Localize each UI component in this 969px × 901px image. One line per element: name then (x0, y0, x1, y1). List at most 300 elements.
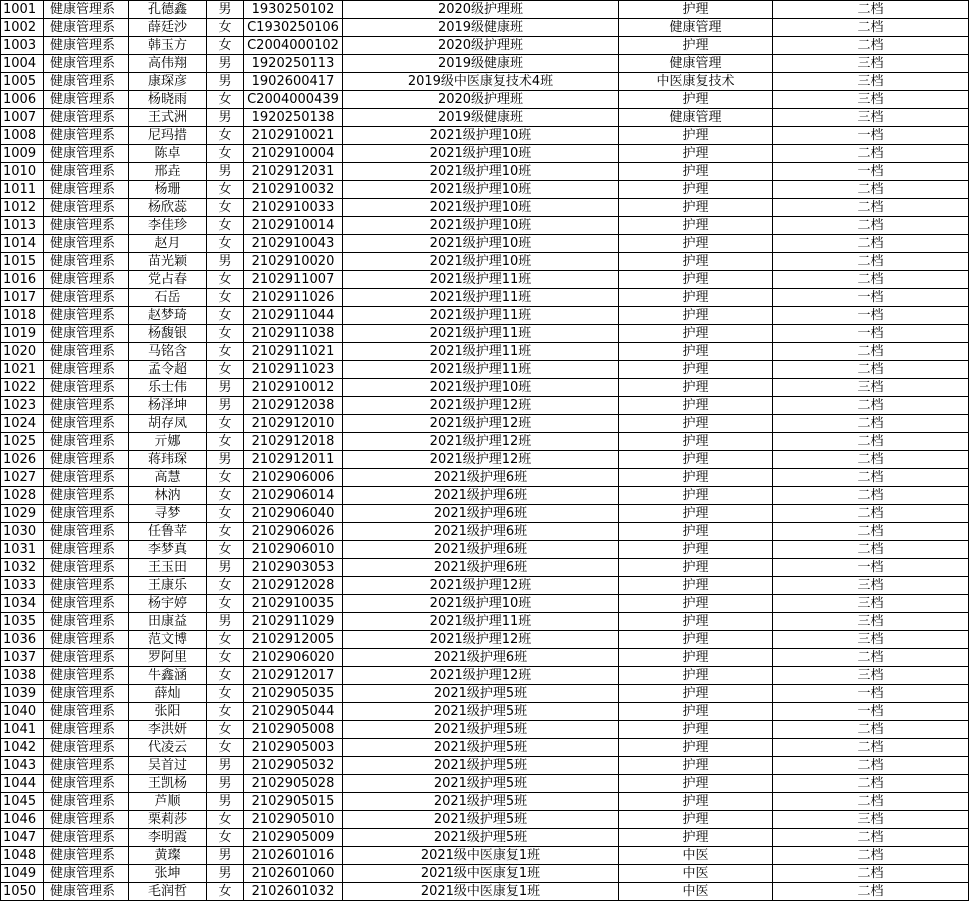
grade-level-cell: 三档 (773, 595, 969, 613)
row-number-cell: 1045 (1, 793, 44, 811)
major-cell: 护理 (619, 631, 773, 649)
grade-level-cell: 二档 (773, 829, 969, 847)
gender-cell: 男 (207, 109, 244, 127)
department-cell: 健康管理系 (44, 739, 129, 757)
table-row (1, 865, 969, 883)
major-cell: 护理 (619, 595, 773, 613)
major-cell: 中医 (619, 847, 773, 865)
class-cell: 2021级护理6班 (343, 469, 619, 487)
class-cell: 2021级护理12班 (343, 451, 619, 469)
grade-level-cell: 一档 (773, 685, 969, 703)
gender-cell: 女 (207, 343, 244, 361)
row-number-cell: 1002 (1, 19, 44, 37)
grade-level-cell: 二档 (773, 865, 969, 883)
table-row (1, 307, 969, 325)
row-number-cell: 1008 (1, 127, 44, 145)
student-id-cell: 2102912010 (244, 415, 343, 433)
department-cell: 健康管理系 (44, 703, 129, 721)
class-cell: 2021级护理10班 (343, 253, 619, 271)
gender-cell: 女 (207, 145, 244, 163)
name-cell: 范文博 (129, 631, 207, 649)
department-cell: 健康管理系 (44, 343, 129, 361)
row-number-cell: 1024 (1, 415, 44, 433)
gender-cell: 女 (207, 577, 244, 595)
gender-cell: 女 (207, 307, 244, 325)
row-number-cell: 1030 (1, 523, 44, 541)
major-cell: 护理 (619, 253, 773, 271)
name-cell: 赵月 (129, 235, 207, 253)
table-row (1, 217, 969, 235)
student-id-cell: C1930250106 (244, 19, 343, 37)
row-number-cell: 1004 (1, 55, 44, 73)
gender-cell: 女 (207, 703, 244, 721)
major-cell: 护理 (619, 289, 773, 307)
grade-level-cell: 一档 (773, 703, 969, 721)
class-cell: 2020级护理班 (343, 91, 619, 109)
name-cell: 亓娜 (129, 433, 207, 451)
class-cell: 2021级护理11班 (343, 613, 619, 631)
major-cell: 中医 (619, 883, 773, 901)
gender-cell: 男 (207, 397, 244, 415)
gender-cell: 女 (207, 181, 244, 199)
major-cell: 护理 (619, 379, 773, 397)
student-id-cell: 2102910033 (244, 199, 343, 217)
row-number-cell: 1005 (1, 73, 44, 91)
grade-level-cell: 二档 (773, 505, 969, 523)
name-cell: 蒋玮琛 (129, 451, 207, 469)
row-number-cell: 1039 (1, 685, 44, 703)
department-cell: 健康管理系 (44, 325, 129, 343)
student-id-cell: 1902600417 (244, 73, 343, 91)
grade-level-cell: 二档 (773, 361, 969, 379)
student-id-cell: 2102906006 (244, 469, 343, 487)
student-id-cell: 2102912011 (244, 451, 343, 469)
table-row (1, 289, 969, 307)
class-cell: 2021级护理11班 (343, 271, 619, 289)
name-cell: 王玉田 (129, 559, 207, 577)
department-cell: 健康管理系 (44, 685, 129, 703)
name-cell: 杨珊 (129, 181, 207, 199)
major-cell: 护理 (619, 793, 773, 811)
name-cell: 黄璨 (129, 847, 207, 865)
table-row (1, 343, 969, 361)
name-cell: 杨欣蕊 (129, 199, 207, 217)
table-row (1, 847, 969, 865)
name-cell: 韩玉方 (129, 37, 207, 55)
row-number-cell: 1010 (1, 163, 44, 181)
gender-cell: 女 (207, 541, 244, 559)
table-row (1, 271, 969, 289)
row-number-cell: 1032 (1, 559, 44, 577)
table-row (1, 757, 969, 775)
row-number-cell: 1035 (1, 613, 44, 631)
name-cell: 王康乐 (129, 577, 207, 595)
student-id-cell: 2102905010 (244, 811, 343, 829)
gender-cell: 女 (207, 289, 244, 307)
grade-level-cell: 二档 (773, 451, 969, 469)
student-id-cell: 2102912038 (244, 397, 343, 415)
gender-cell: 男 (207, 163, 244, 181)
row-number-cell: 1013 (1, 217, 44, 235)
department-cell: 健康管理系 (44, 181, 129, 199)
row-number-cell: 1007 (1, 109, 44, 127)
department-cell: 健康管理系 (44, 613, 129, 631)
department-cell: 健康管理系 (44, 217, 129, 235)
major-cell: 护理 (619, 325, 773, 343)
gender-cell: 女 (207, 361, 244, 379)
name-cell: 乐士伟 (129, 379, 207, 397)
major-cell: 护理 (619, 721, 773, 739)
table-row (1, 595, 969, 613)
name-cell: 薛灿 (129, 685, 207, 703)
name-cell: 张阳 (129, 703, 207, 721)
row-number-cell: 1001 (1, 1, 44, 19)
major-cell: 护理 (619, 199, 773, 217)
row-number-cell: 1043 (1, 757, 44, 775)
class-cell: 2021级护理10班 (343, 235, 619, 253)
name-cell: 代凌云 (129, 739, 207, 757)
student-id-cell: 2102910021 (244, 127, 343, 145)
grade-level-cell: 二档 (773, 235, 969, 253)
gender-cell: 女 (207, 523, 244, 541)
name-cell: 栗莉莎 (129, 811, 207, 829)
gender-cell: 女 (207, 19, 244, 37)
table-row (1, 415, 969, 433)
grade-level-cell: 二档 (773, 847, 969, 865)
major-cell: 护理 (619, 469, 773, 487)
row-number-cell: 1034 (1, 595, 44, 613)
gender-cell: 女 (207, 685, 244, 703)
row-number-cell: 1012 (1, 199, 44, 217)
major-cell: 护理 (619, 217, 773, 235)
department-cell: 健康管理系 (44, 55, 129, 73)
major-cell: 护理 (619, 577, 773, 595)
table-row (1, 703, 969, 721)
student-id-cell: 2102911021 (244, 343, 343, 361)
student-id-cell: 2102911007 (244, 271, 343, 289)
class-cell: 2021级护理11班 (343, 307, 619, 325)
grade-level-cell: 二档 (773, 37, 969, 55)
name-cell: 田康益 (129, 613, 207, 631)
department-cell: 健康管理系 (44, 361, 129, 379)
gender-cell: 女 (207, 829, 244, 847)
gender-cell: 女 (207, 595, 244, 613)
table-row (1, 667, 969, 685)
table-row (1, 109, 969, 127)
row-number-cell: 1049 (1, 865, 44, 883)
grade-level-cell: 二档 (773, 433, 969, 451)
student-id-cell: 2102906020 (244, 649, 343, 667)
class-cell: 2021级护理10班 (343, 145, 619, 163)
gender-cell: 女 (207, 91, 244, 109)
table-row (1, 505, 969, 523)
gender-cell: 女 (207, 217, 244, 235)
student-id-cell: 1920250138 (244, 109, 343, 127)
class-cell: 2021级护理10班 (343, 199, 619, 217)
student-id-cell: C2004000439 (244, 91, 343, 109)
table-row (1, 253, 969, 271)
gender-cell: 男 (207, 613, 244, 631)
gender-cell: 女 (207, 811, 244, 829)
table-row (1, 523, 969, 541)
student-id-cell: 2102912028 (244, 577, 343, 595)
class-cell: 2020级护理班 (343, 37, 619, 55)
class-cell: 2021级中医康复1班 (343, 883, 619, 901)
department-cell: 健康管理系 (44, 253, 129, 271)
grade-level-cell: 三档 (773, 811, 969, 829)
name-cell: 马铭含 (129, 343, 207, 361)
table-row (1, 199, 969, 217)
class-cell: 2021级护理12班 (343, 667, 619, 685)
row-number-cell: 1044 (1, 775, 44, 793)
table-row (1, 685, 969, 703)
student-id-cell: 1930250102 (244, 1, 343, 19)
grade-level-cell: 一档 (773, 325, 969, 343)
major-cell: 护理 (619, 757, 773, 775)
name-cell: 牛鑫涵 (129, 667, 207, 685)
gender-cell: 男 (207, 379, 244, 397)
class-cell: 2021级护理12班 (343, 433, 619, 451)
department-cell: 健康管理系 (44, 433, 129, 451)
grade-level-cell: 二档 (773, 343, 969, 361)
name-cell: 薛廷沙 (129, 19, 207, 37)
name-cell: 康琛彦 (129, 73, 207, 91)
row-number-cell: 1036 (1, 631, 44, 649)
name-cell: 邢垚 (129, 163, 207, 181)
student-id-cell: 2102911038 (244, 325, 343, 343)
grade-level-cell: 二档 (773, 199, 969, 217)
row-number-cell: 1048 (1, 847, 44, 865)
class-cell: 2021级护理11班 (343, 343, 619, 361)
gender-cell: 女 (207, 433, 244, 451)
row-number-cell: 1022 (1, 379, 44, 397)
class-cell: 2019级健康班 (343, 55, 619, 73)
student-id-cell: 2102912005 (244, 631, 343, 649)
department-cell: 健康管理系 (44, 127, 129, 145)
gender-cell: 男 (207, 793, 244, 811)
grade-level-cell: 一档 (773, 559, 969, 577)
table-row (1, 541, 969, 559)
grade-level-cell: 二档 (773, 721, 969, 739)
gender-cell: 男 (207, 451, 244, 469)
gender-cell: 女 (207, 325, 244, 343)
department-cell: 健康管理系 (44, 91, 129, 109)
student-id-cell: 2102906040 (244, 505, 343, 523)
gender-cell: 女 (207, 667, 244, 685)
student-id-cell: 2102906010 (244, 541, 343, 559)
table-row (1, 1, 969, 19)
row-number-cell: 1019 (1, 325, 44, 343)
department-cell: 健康管理系 (44, 487, 129, 505)
department-cell: 健康管理系 (44, 451, 129, 469)
department-cell: 健康管理系 (44, 19, 129, 37)
class-cell: 2021级护理5班 (343, 811, 619, 829)
grade-level-cell: 一档 (773, 289, 969, 307)
major-cell: 护理 (619, 145, 773, 163)
grade-level-cell: 一档 (773, 163, 969, 181)
class-cell: 2021级护理12班 (343, 415, 619, 433)
major-cell: 护理 (619, 235, 773, 253)
name-cell: 杨宇婷 (129, 595, 207, 613)
row-number-cell: 1047 (1, 829, 44, 847)
row-number-cell: 1037 (1, 649, 44, 667)
student-id-cell: C2004000102 (244, 37, 343, 55)
gender-cell: 女 (207, 37, 244, 55)
gender-cell: 男 (207, 847, 244, 865)
gender-cell: 男 (207, 757, 244, 775)
class-cell: 2021级护理6班 (343, 541, 619, 559)
grade-level-cell: 三档 (773, 73, 969, 91)
major-cell: 护理 (619, 127, 773, 145)
name-cell: 吴首过 (129, 757, 207, 775)
department-cell: 健康管理系 (44, 379, 129, 397)
class-cell: 2021级护理12班 (343, 631, 619, 649)
student-id-cell: 2102905032 (244, 757, 343, 775)
major-cell: 护理 (619, 505, 773, 523)
class-cell: 2021级护理6班 (343, 559, 619, 577)
major-cell: 护理 (619, 739, 773, 757)
table-row (1, 883, 969, 901)
student-id-cell: 2102905009 (244, 829, 343, 847)
major-cell: 护理 (619, 37, 773, 55)
row-number-cell: 1014 (1, 235, 44, 253)
class-cell: 2021级护理10班 (343, 217, 619, 235)
table-row (1, 379, 969, 397)
grade-level-cell: 二档 (773, 253, 969, 271)
grade-level-cell: 二档 (773, 19, 969, 37)
gender-cell: 女 (207, 631, 244, 649)
student-id-cell: 2102905015 (244, 793, 343, 811)
gender-cell: 女 (207, 235, 244, 253)
student-id-cell: 2102910012 (244, 379, 343, 397)
major-cell: 中医康复技术 (619, 73, 773, 91)
gender-cell: 女 (207, 739, 244, 757)
class-cell: 2019级中医康复技术4班 (343, 73, 619, 91)
department-cell: 健康管理系 (44, 1, 129, 19)
table-row (1, 811, 969, 829)
name-cell: 高伟翔 (129, 55, 207, 73)
department-cell: 健康管理系 (44, 865, 129, 883)
department-cell: 健康管理系 (44, 757, 129, 775)
student-id-cell: 2102910014 (244, 217, 343, 235)
student-id-cell: 2102905044 (244, 703, 343, 721)
grade-level-cell: 三档 (773, 379, 969, 397)
class-cell: 2021级护理5班 (343, 793, 619, 811)
table-row (1, 433, 969, 451)
student-id-cell: 2102910004 (244, 145, 343, 163)
table-row (1, 19, 969, 37)
class-cell: 2020级护理班 (343, 1, 619, 19)
major-cell: 护理 (619, 91, 773, 109)
major-cell: 护理 (619, 487, 773, 505)
grade-level-cell: 二档 (773, 181, 969, 199)
gender-cell: 女 (207, 469, 244, 487)
row-number-cell: 1015 (1, 253, 44, 271)
student-id-cell: 2102906026 (244, 523, 343, 541)
grade-level-cell: 二档 (773, 1, 969, 19)
grade-level-cell: 二档 (773, 145, 969, 163)
department-cell: 健康管理系 (44, 199, 129, 217)
student-id-cell: 2102601060 (244, 865, 343, 883)
class-cell: 2021级护理5班 (343, 685, 619, 703)
name-cell: 罗阿里 (129, 649, 207, 667)
department-cell: 健康管理系 (44, 541, 129, 559)
gender-cell: 女 (207, 505, 244, 523)
name-cell: 芦顺 (129, 793, 207, 811)
row-number-cell: 1026 (1, 451, 44, 469)
department-cell: 健康管理系 (44, 775, 129, 793)
class-cell: 2021级护理5班 (343, 757, 619, 775)
class-cell: 2021级护理5班 (343, 829, 619, 847)
class-cell: 2021级护理6班 (343, 487, 619, 505)
department-cell: 健康管理系 (44, 109, 129, 127)
major-cell: 护理 (619, 811, 773, 829)
gender-cell: 女 (207, 883, 244, 901)
class-cell: 2019级健康班 (343, 109, 619, 127)
table-row (1, 469, 969, 487)
name-cell: 杨馥银 (129, 325, 207, 343)
name-cell: 李梦真 (129, 541, 207, 559)
row-number-cell: 1033 (1, 577, 44, 595)
table-row (1, 775, 969, 793)
class-cell: 2021级护理5班 (343, 775, 619, 793)
gender-cell: 女 (207, 487, 244, 505)
student-id-cell: 2102912031 (244, 163, 343, 181)
name-cell: 赵梦琦 (129, 307, 207, 325)
class-cell: 2021级护理6班 (343, 649, 619, 667)
name-cell: 王凯杨 (129, 775, 207, 793)
name-cell: 李佳珍 (129, 217, 207, 235)
table-row (1, 487, 969, 505)
major-cell: 护理 (619, 1, 773, 19)
name-cell: 党占春 (129, 271, 207, 289)
department-cell: 健康管理系 (44, 847, 129, 865)
table-row (1, 37, 969, 55)
department-cell: 健康管理系 (44, 721, 129, 739)
grade-level-cell: 二档 (773, 883, 969, 901)
department-cell: 健康管理系 (44, 37, 129, 55)
table-row (1, 793, 969, 811)
grade-level-cell: 三档 (773, 91, 969, 109)
table-row (1, 73, 969, 91)
major-cell: 护理 (619, 271, 773, 289)
major-cell: 护理 (619, 649, 773, 667)
department-cell: 健康管理系 (44, 577, 129, 595)
department-cell: 健康管理系 (44, 145, 129, 163)
row-number-cell: 1021 (1, 361, 44, 379)
major-cell: 健康管理 (619, 19, 773, 37)
major-cell: 中医 (619, 865, 773, 883)
class-cell: 2021级护理10班 (343, 595, 619, 613)
class-cell: 2019级健康班 (343, 19, 619, 37)
student-id-cell: 2102910020 (244, 253, 343, 271)
table-row (1, 739, 969, 757)
table-row (1, 397, 969, 415)
grade-level-cell: 一档 (773, 127, 969, 145)
department-cell: 健康管理系 (44, 73, 129, 91)
table-row (1, 631, 969, 649)
table-body (1, 1, 969, 901)
table-row (1, 361, 969, 379)
major-cell: 护理 (619, 523, 773, 541)
class-cell: 2021级护理12班 (343, 577, 619, 595)
gender-cell: 男 (207, 55, 244, 73)
major-cell: 护理 (619, 343, 773, 361)
row-number-cell: 1042 (1, 739, 44, 757)
student-id-cell: 2102912017 (244, 667, 343, 685)
student-id-cell: 1920250113 (244, 55, 343, 73)
name-cell: 孟令超 (129, 361, 207, 379)
